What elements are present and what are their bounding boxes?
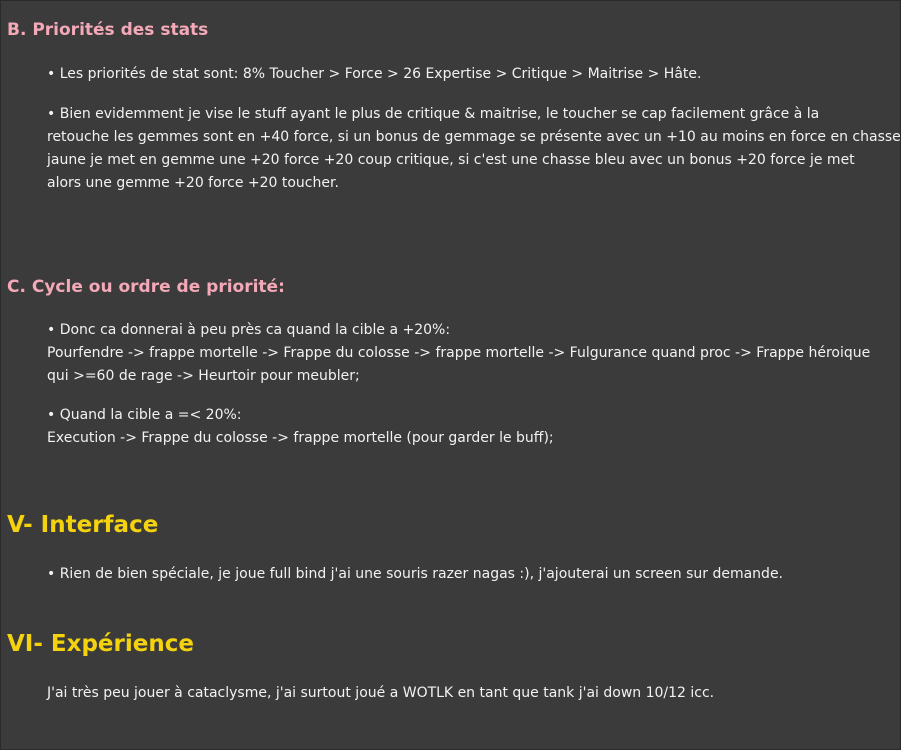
text-line: retouche les gemmes sont en +40 force, si un bonus de gemmage se présente avec un +10 au moins en force en chasse: [47, 129, 901, 145]
text-line: Execution -> Frappe du colosse -> frappe mortelle (pour garder le buff);: [47, 430, 554, 446]
section-b-title: B. Priorités des stats: [7, 20, 209, 40]
text-line: • Bien evidemment je vise le stuff ayant le plus de critique & maitrise, le toucher se cap facilement grâce à la: [47, 106, 820, 122]
text-line: alors une gemme +20 force +20 toucher.: [47, 175, 339, 191]
text-line: • Quand la cible a =< 20%:: [47, 407, 242, 423]
section-b-paragraph-2: [47, 103, 901, 195]
text-line: Pourfendre -> frappe mortelle -> Frappe du colosse -> frappe mortelle -> Fulgurance quand proc -> Frappe héroique: [47, 345, 871, 361]
text-line: J'ai très peu jouer à cataclysme, j'ai surtout joué a WOTLK en tant que tank j'ai down 10/12 icc.: [47, 685, 715, 701]
section-c-paragraph-1: [47, 319, 893, 388]
text-line: • Donc ca donnerai à peu près ca quand la cible a +20%:: [47, 322, 451, 338]
text-line: • Rien de bien spéciale, je joue full bind j'ai une souris razer nagas :), j'ajouterai un screen sur demande.: [47, 566, 784, 582]
section-c-paragraph-2: [47, 404, 893, 450]
section-vi-paragraph-1: [47, 682, 893, 705]
section-v-title: V- Interface: [7, 512, 159, 538]
section-b-paragraph-1: [47, 63, 893, 86]
text-line: qui >=60 de rage -> Heurtoir pour meubler;: [47, 368, 360, 384]
section-c-title: C. Cycle ou ordre de priorité:: [7, 277, 285, 297]
section-v-paragraph-1: [47, 563, 893, 586]
text-line: • Les priorités de stat sont: 8% Toucher > Force > 26 Expertise > Critique > Maitrise > Hâte.: [47, 66, 702, 82]
section-vi-title: VI- Expérience: [7, 631, 194, 657]
text-line: jaune je met en gemme une +20 force +20 coup critique, si c'est une chasse bleu avec un bonus +20 force je met: [47, 152, 855, 168]
